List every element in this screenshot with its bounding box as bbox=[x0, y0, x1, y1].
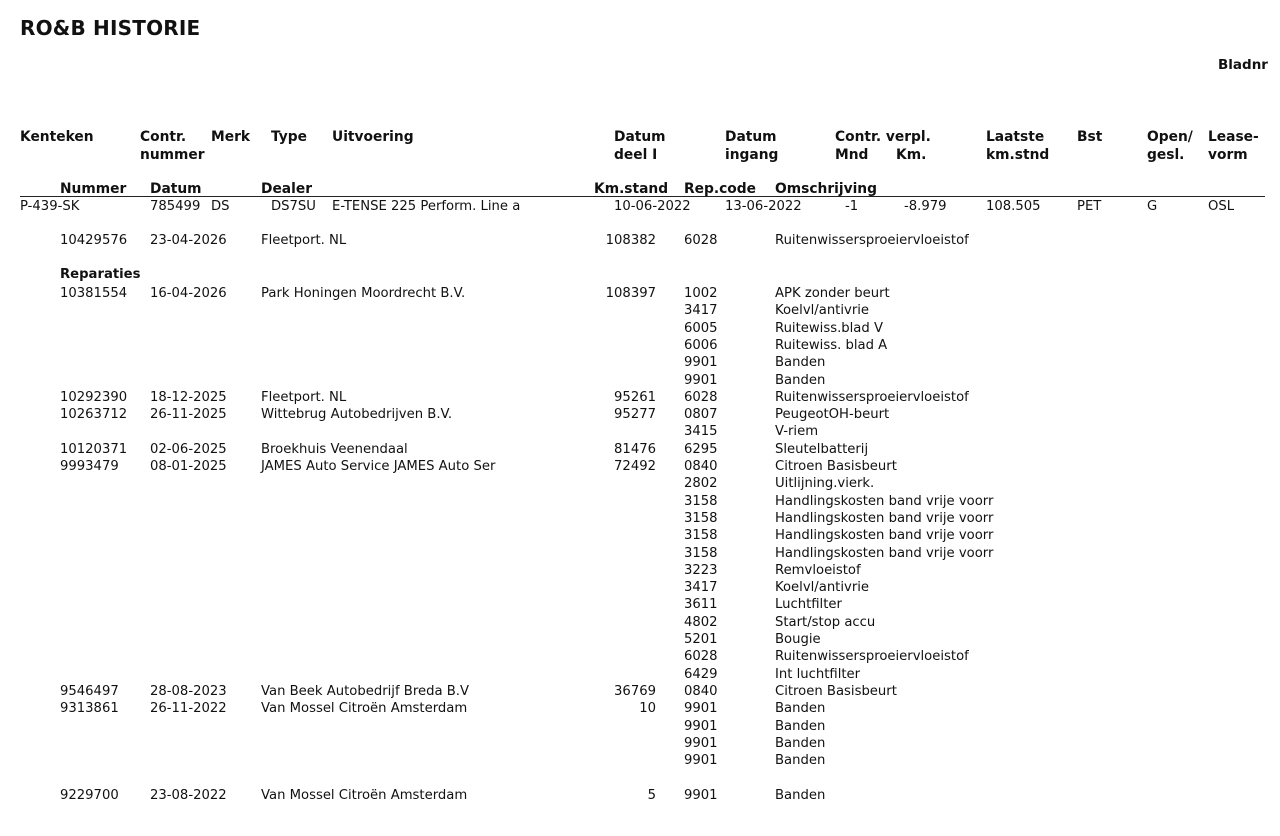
vehicle-datum-deel: 10-06-2022 bbox=[614, 199, 691, 214]
pre-entry-dealer: Fleetport. NL bbox=[261, 233, 347, 248]
repair-line-row bbox=[0, 527, 1280, 544]
repair-code: 3223 bbox=[684, 562, 718, 578]
repair-omschrijving: Banden bbox=[775, 701, 826, 717]
repair-omschrijving: Bougie bbox=[775, 632, 821, 647]
header-type: Type bbox=[271, 129, 308, 145]
repair-row bbox=[0, 683, 1280, 700]
repair-km: 10 bbox=[639, 701, 656, 717]
repair-dealer: Wittebrug Autobedrijven B.V. bbox=[261, 407, 453, 423]
repair-code: 5201 bbox=[684, 632, 718, 647]
repair-omschrijving: Int luchtfilter bbox=[775, 666, 861, 682]
repair-datum: 02-06-2025 bbox=[150, 441, 227, 457]
repair-line-row bbox=[0, 562, 1280, 579]
repair-km: 108397 bbox=[605, 286, 656, 301]
repair-line-row bbox=[0, 302, 1280, 319]
repair-line-row bbox=[0, 718, 1280, 735]
repair-omschrijving: PeugeotOH-beurt bbox=[775, 407, 890, 423]
repair-code: 3415 bbox=[684, 424, 718, 440]
repair-dealer: Broekhuis Veenendaal bbox=[261, 441, 408, 457]
header-nummer: Nummer bbox=[60, 181, 127, 197]
repair-omschrijving: Banden bbox=[775, 372, 826, 388]
repair-code: 3158 bbox=[684, 545, 718, 561]
header-omschrijving: Omschrijving bbox=[775, 181, 878, 197]
vehicle-laatste-km: 108.505 bbox=[986, 199, 1041, 214]
repair-code: 9901 bbox=[684, 753, 718, 769]
repair-line-row bbox=[0, 372, 1280, 389]
repair-nummer: 10263712 bbox=[60, 407, 128, 423]
repair-line-row bbox=[0, 648, 1280, 665]
vehicle-uitvoering: E-TENSE 225 Perform. Line a bbox=[332, 199, 521, 214]
repair-code: 6429 bbox=[684, 666, 718, 682]
header-lease-vorm-line2: vorm bbox=[1208, 147, 1248, 163]
repair-code: 3417 bbox=[684, 580, 718, 596]
repair-code: 3158 bbox=[684, 493, 718, 509]
repair-km: 95261 bbox=[614, 389, 656, 405]
report-title: RO&B HISTORIE bbox=[20, 16, 201, 40]
repair-line-row bbox=[0, 579, 1280, 596]
repair-omschrijving: Banden bbox=[775, 753, 826, 769]
repair-omschrijving: Banden bbox=[775, 718, 826, 734]
repair-row bbox=[0, 285, 1280, 302]
header-open-gesl-line1: Open/ bbox=[1147, 129, 1193, 145]
repair-omschrijving: Koelvl/antivrie bbox=[775, 303, 870, 319]
header-contr-nummer-line2: nummer bbox=[140, 147, 205, 163]
vehicle-lease-vorm: OSL bbox=[1208, 199, 1235, 214]
header-datum-deel-line2: deel I bbox=[614, 147, 658, 163]
repair-code: 9901 bbox=[684, 787, 718, 803]
repair-dealer: Fleetport. NL bbox=[261, 389, 347, 405]
pre-entry-code: 6028 bbox=[684, 233, 718, 248]
repair-omschrijving: V-riem bbox=[775, 424, 819, 440]
repair-code: 0840 bbox=[684, 683, 718, 699]
repair-nummer: 9313861 bbox=[60, 701, 119, 717]
repair-omschrijving: Handlingskosten band vrije voorr bbox=[775, 510, 994, 526]
repair-nummer: 10120371 bbox=[60, 441, 128, 457]
header-kenteken: Kenteken bbox=[20, 129, 94, 145]
repair-row bbox=[0, 441, 1280, 458]
repair-line-row bbox=[0, 545, 1280, 562]
repair-km: 95277 bbox=[614, 407, 656, 423]
repair-code: 9901 bbox=[684, 718, 718, 734]
header-open-gesl-line2: gesl. bbox=[1147, 147, 1185, 163]
vehicle-open-gesl: G bbox=[1147, 199, 1158, 214]
repair-code: 6005 bbox=[684, 320, 718, 336]
repair-datum: 28-08-2023 bbox=[150, 683, 227, 699]
vehicle-bst: PET bbox=[1077, 199, 1102, 214]
repair-row bbox=[0, 787, 1280, 804]
repair-omschrijving: Citroen Basisbeurt bbox=[775, 683, 897, 699]
repair-omschrijving: Ruitenwissersproeiervloeistof bbox=[775, 389, 969, 405]
repair-km: 36769 bbox=[614, 683, 656, 699]
header-km-stand: Km.stand bbox=[594, 181, 669, 197]
repair-datum: 18-12-2025 bbox=[150, 389, 227, 405]
header-datum: Datum bbox=[150, 181, 202, 197]
repair-omschrijving: Uitlijning.vierk. bbox=[775, 476, 875, 492]
repair-code: 6006 bbox=[684, 337, 718, 353]
repair-code: 9901 bbox=[684, 701, 718, 717]
repair-code: 3611 bbox=[684, 597, 718, 613]
repair-line-row bbox=[0, 475, 1280, 492]
repair-omschrijving: Handlingskosten band vrije voorr bbox=[775, 528, 994, 544]
vehicle-kenteken: P-439-SK bbox=[20, 199, 80, 214]
repair-omschrijving: Ruitenwissersproeiervloeistof bbox=[775, 649, 969, 665]
repair-line-row bbox=[0, 752, 1280, 769]
repair-nummer: 9993479 bbox=[60, 459, 119, 474]
header-rep-code: Rep.code bbox=[684, 181, 756, 197]
pre-entry-datum: 23-04-2026 bbox=[150, 233, 227, 248]
repair-code: 1002 bbox=[684, 286, 718, 301]
repair-code: 9901 bbox=[684, 355, 718, 371]
header-km: Km. bbox=[896, 147, 927, 163]
repair-line-row bbox=[0, 354, 1280, 371]
repair-dealer: Park Honingen Moordrecht B.V. bbox=[261, 286, 466, 301]
vehicle-contract: 785499 bbox=[150, 199, 201, 214]
repair-code: 9901 bbox=[684, 735, 718, 751]
repair-line-row bbox=[0, 337, 1280, 354]
repair-line-row bbox=[0, 510, 1280, 527]
repair-line-row bbox=[0, 735, 1280, 752]
repair-line-row bbox=[0, 631, 1280, 648]
repair-datum: 26-11-2025 bbox=[150, 407, 227, 423]
repair-code: 0807 bbox=[684, 407, 718, 423]
repair-omschrijving: Luchtfilter bbox=[775, 597, 842, 613]
repair-line-row bbox=[0, 596, 1280, 613]
repair-dealer: Van Mossel Citroën Amsterdam bbox=[261, 701, 468, 717]
header-laatste-km-line2: km.stnd bbox=[986, 147, 1050, 163]
repair-code: 9901 bbox=[684, 372, 718, 388]
repair-code: 4802 bbox=[684, 614, 718, 630]
header-contr-verpl: Contr. verpl. bbox=[835, 129, 931, 145]
repair-omschrijving: Sleutelbatterij bbox=[775, 441, 869, 457]
repair-omschrijving: Citroen Basisbeurt bbox=[775, 459, 897, 474]
section-reparaties: Reparaties bbox=[60, 267, 141, 282]
vehicle-merk: DS bbox=[211, 199, 230, 214]
repair-nummer: 10381554 bbox=[60, 286, 128, 301]
repair-datum: 26-11-2022 bbox=[150, 701, 227, 717]
header-merk: Merk bbox=[211, 129, 251, 145]
repair-omschrijving: Handlingskosten band vrije voorr bbox=[775, 493, 994, 509]
repair-code: 3158 bbox=[684, 528, 718, 544]
vehicle-mnd: -1 bbox=[845, 199, 859, 214]
header-datum-ingang-line2: ingang bbox=[725, 147, 779, 163]
repair-omschrijving: Start/stop accu bbox=[775, 614, 876, 630]
vehicle-type: DS7SU bbox=[271, 199, 316, 214]
header-mnd: Mnd bbox=[835, 147, 869, 163]
repair-line-row bbox=[0, 614, 1280, 631]
repair-omschrijving: Banden bbox=[775, 735, 826, 751]
repair-datum: 23-08-2022 bbox=[150, 787, 227, 803]
header-bst: Bst bbox=[1077, 129, 1103, 145]
repair-dealer: JAMES Auto Service JAMES Auto Ser bbox=[261, 459, 496, 474]
header-laatste-km-line1: Laatste bbox=[986, 129, 1045, 145]
repair-omschrijving: Ruitewiss. blad A bbox=[775, 337, 888, 353]
vehicle-km: -8.979 bbox=[904, 199, 947, 214]
repair-nummer: 9546497 bbox=[60, 683, 119, 699]
repair-code: 6028 bbox=[684, 389, 718, 405]
pre-entry-row bbox=[0, 232, 1280, 249]
repair-dealer: Van Mossel Citroën Amsterdam bbox=[261, 787, 468, 803]
repair-omschrijving: Ruitewiss.blad V bbox=[775, 320, 883, 336]
repair-line-row bbox=[0, 493, 1280, 510]
repair-datum: 08-01-2025 bbox=[150, 459, 227, 474]
header-dealer: Dealer bbox=[261, 181, 313, 197]
repair-line-row bbox=[0, 666, 1280, 683]
repair-nummer: 9229700 bbox=[60, 787, 119, 803]
repair-omschrijving: APK zonder beurt bbox=[775, 286, 890, 301]
repair-row bbox=[0, 458, 1280, 475]
repair-code: 6028 bbox=[684, 649, 718, 665]
header-datum-ingang-line1: Datum bbox=[725, 129, 777, 145]
repair-row bbox=[0, 700, 1280, 717]
pre-entry-km: 108382 bbox=[605, 233, 656, 248]
repair-code: 3417 bbox=[684, 303, 718, 319]
pre-entry-nummer: 10429576 bbox=[60, 233, 128, 248]
vehicle-row bbox=[0, 198, 1280, 215]
repair-km: 5 bbox=[647, 787, 656, 803]
repair-code: 0840 bbox=[684, 459, 718, 474]
header-datum-deel-line1: Datum bbox=[614, 129, 666, 145]
repair-nummer: 10292390 bbox=[60, 389, 128, 405]
repair-km: 72492 bbox=[614, 459, 656, 474]
repair-line-row bbox=[0, 423, 1280, 440]
pre-entry-omschrijving: Ruitenwissersproeiervloeistof bbox=[775, 233, 969, 248]
repair-line-row bbox=[0, 320, 1280, 337]
repair-dealer: Van Beek Autobedrijf Breda B.V bbox=[261, 683, 469, 699]
repair-omschrijving: Handlingskosten band vrije voorr bbox=[775, 545, 994, 561]
repair-omschrijving: Banden bbox=[775, 355, 826, 371]
header-lease-vorm-line1: Lease- bbox=[1208, 129, 1259, 145]
repair-km: 81476 bbox=[614, 441, 656, 457]
header-contr-nummer-line1: Contr. bbox=[140, 129, 187, 145]
repair-omschrijving: Banden bbox=[775, 787, 826, 803]
repair-omschrijving: Koelvl/antivrie bbox=[775, 580, 870, 596]
repair-row bbox=[0, 406, 1280, 423]
repair-code: 3158 bbox=[684, 510, 718, 526]
repair-code: 6295 bbox=[684, 441, 718, 457]
repair-row bbox=[0, 389, 1280, 406]
header-uitvoering: Uitvoering bbox=[332, 129, 414, 145]
page-number-label: Bladnr bbox=[1218, 57, 1268, 73]
repair-code: 2802 bbox=[684, 476, 718, 492]
repair-omschrijving: Remvloeistof bbox=[775, 562, 861, 578]
header-divider bbox=[20, 196, 1265, 197]
repair-datum: 16-04-2026 bbox=[150, 286, 227, 301]
vehicle-datum-ingang: 13-06-2022 bbox=[725, 199, 802, 214]
